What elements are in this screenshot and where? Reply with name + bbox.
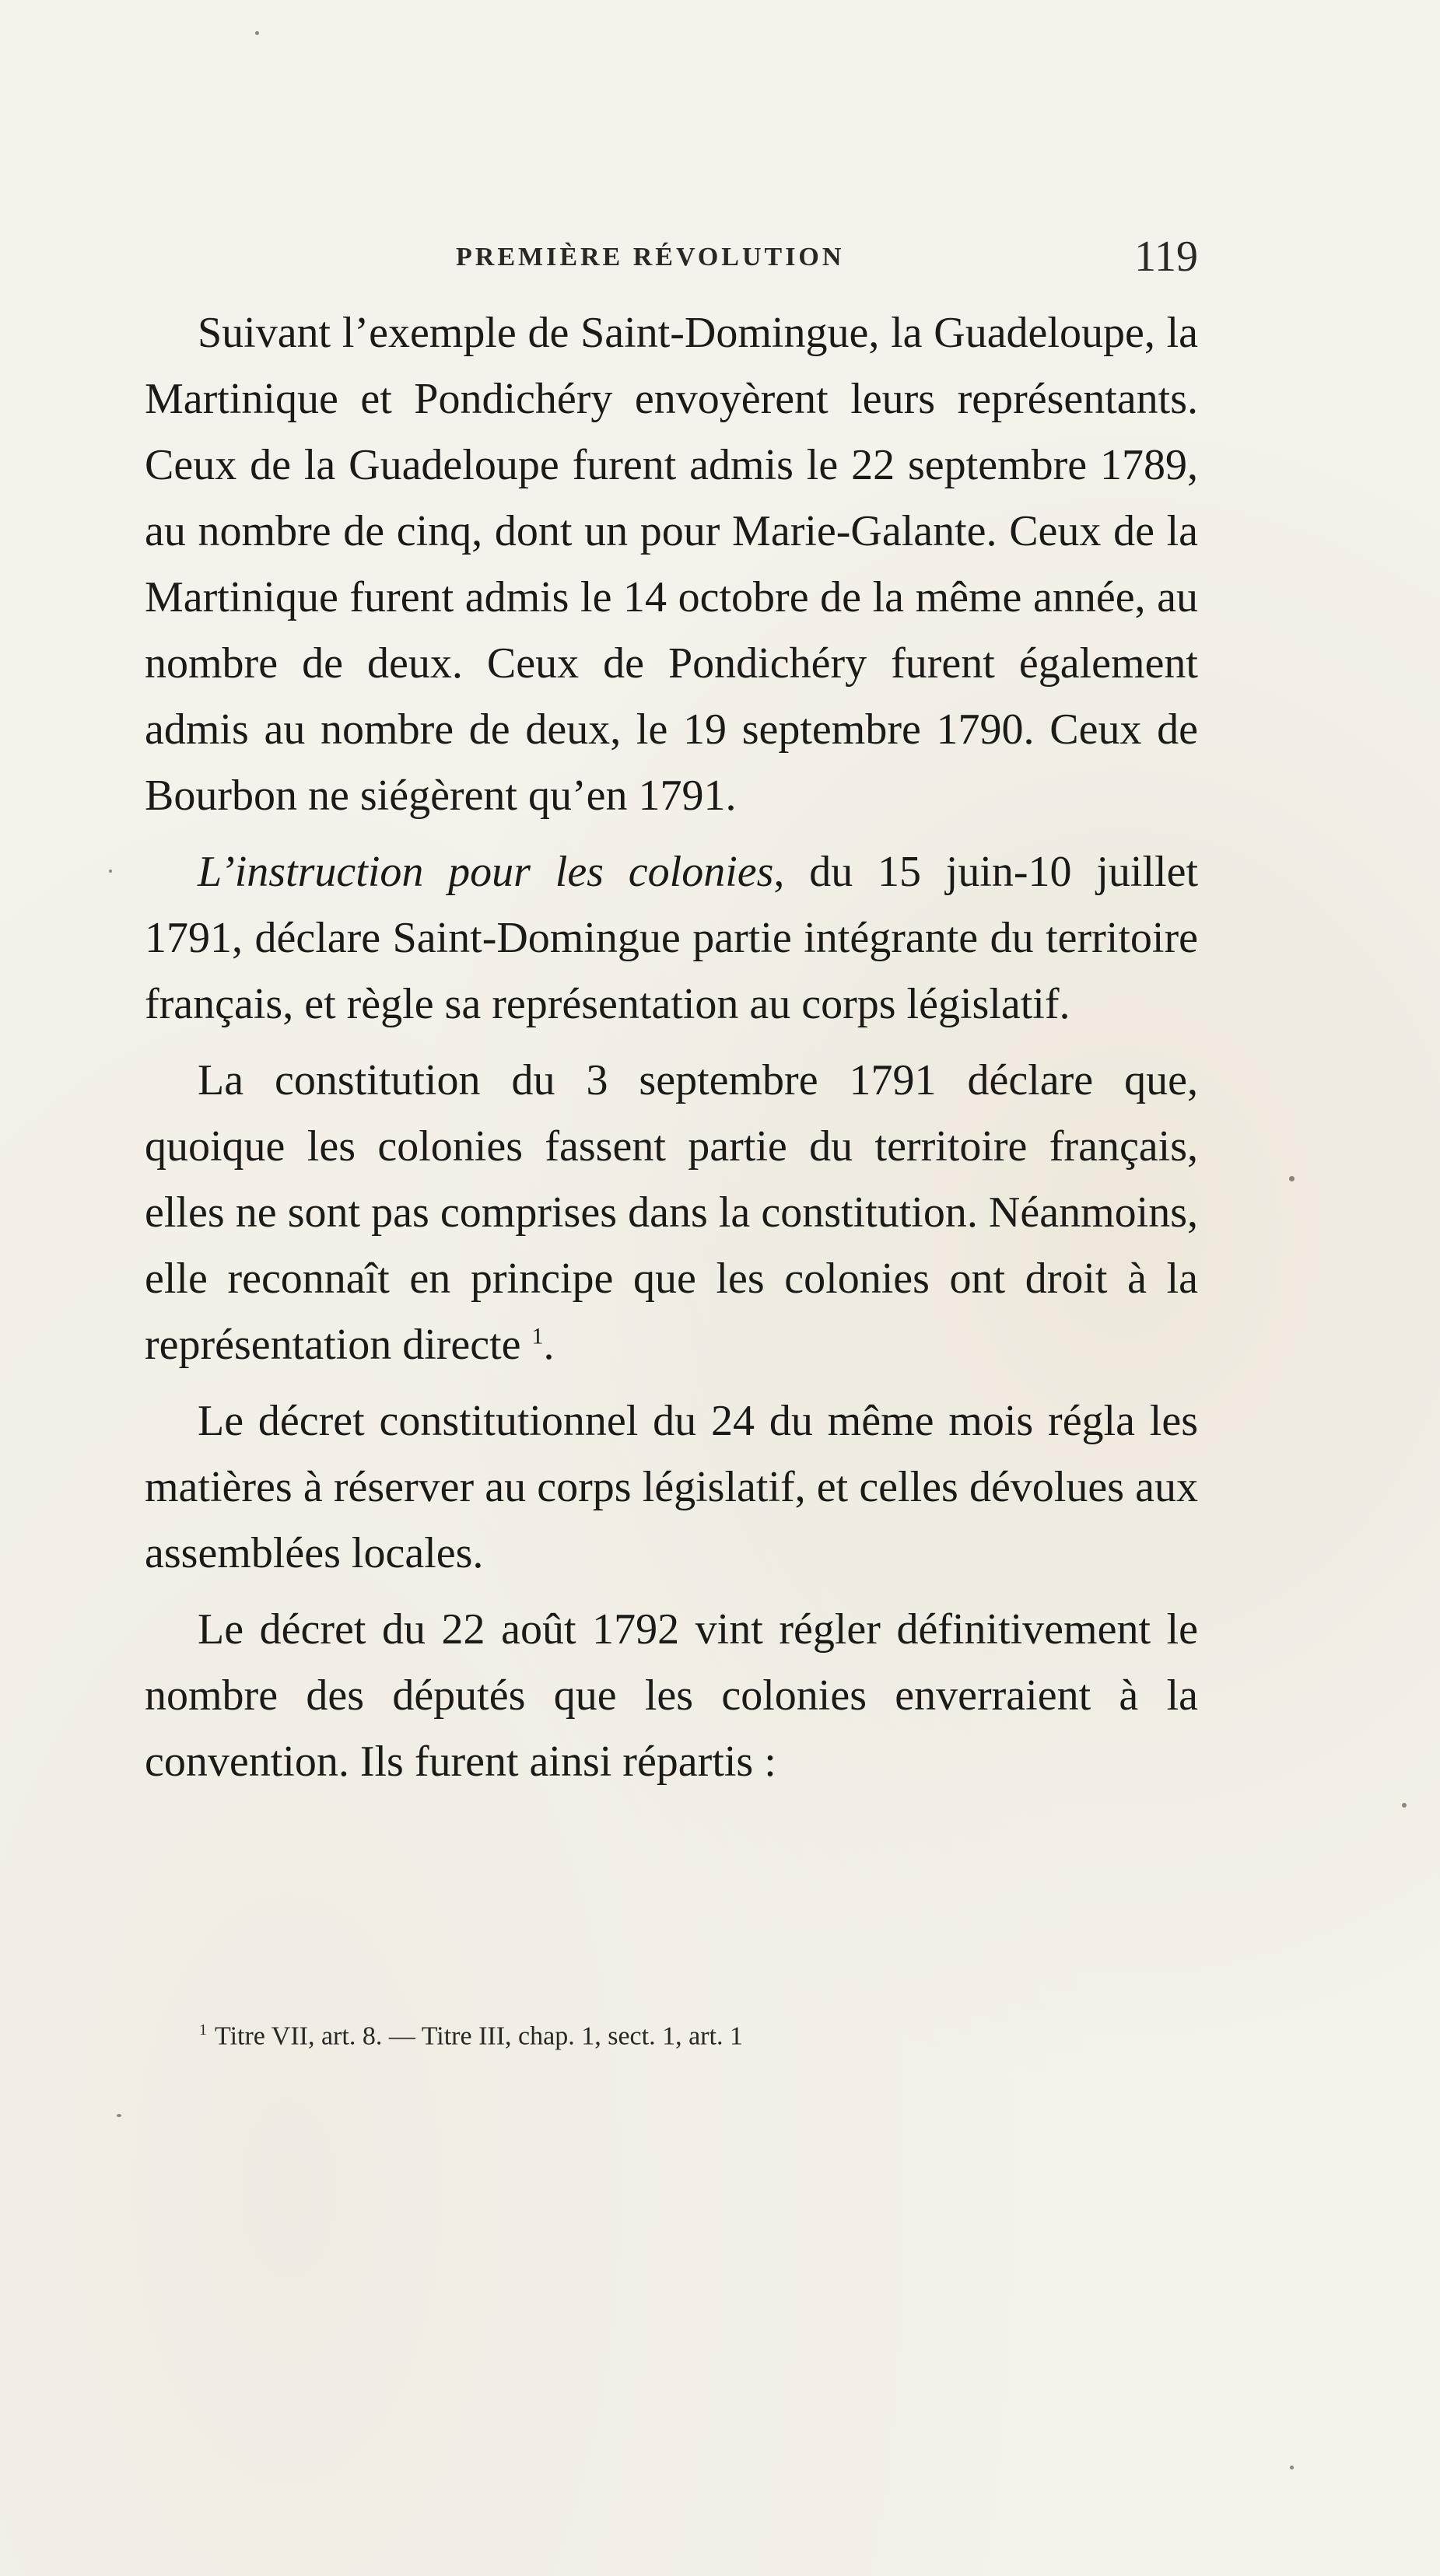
paragraph-2 xyxy=(145,839,1198,1038)
footnote-marker: 1 xyxy=(199,2021,207,2039)
paragraph-5: Le décret du 22 août 1792 vint régler définitivement le nombre des députés que les colonies enverraient à la convention. Ils furent ainsi répartis : xyxy=(145,1605,1198,1786)
paragraph-3-text: La constitution du 3 septembre 1791 déclare que, quoique les colonies fassent partie du territoire français, elles ne sont pas comprises dans la constitution. Néanmoins, elle reconnaît en principe que les colonies ont droit à la représentation directe xyxy=(145,1056,1198,1369)
paragraph-3 xyxy=(145,1048,1198,1378)
page-header xyxy=(145,232,1198,286)
paragraph-1: Suivant l’exemple de Saint-Domingue, la Guadeloupe, la Martinique et Pondichéry envoyèrent leurs représentants. Ceux de la Guadeloupe furent admis le 22 septembre 1789, au nombre de cinq, dont un pour Marie-Galante. Ceux de la Martinique furent admis le 14 octobre de la même année, au nombre de deux. Ceux de Pondichéry furent également admis au nombre de deux, le 19 septembre 1790. Ceux de Bourbon ne siégèrent qu’en 1791. xyxy=(145,309,1198,820)
paragraph-4: Le décret constitutionnel du 24 du même mois régla les matières à réserver au corps législatif, et celles dévolues aux assemblées locales. xyxy=(145,1397,1198,1577)
paragraph-2-rest: , du 15 juin-10 juillet 1791, déclare Saint-Domingue partie intégrante du territoire français, et règle sa représentation au corps législatif. xyxy=(145,848,1198,1028)
paragraph-2-italic: L’instruction pour les colonies xyxy=(198,848,774,896)
footnote-reference[interactable]: 1 xyxy=(531,1323,544,1349)
running-title: PREMIÈRE RÉVOLUTION xyxy=(456,243,845,271)
footnote xyxy=(199,2013,1211,2053)
paragraph-3-end: . xyxy=(543,1321,555,1369)
page-number: 119 xyxy=(1134,233,1198,281)
body-text xyxy=(145,300,1198,1805)
footnote-text: Titre VII, art. 8. — Titre III, chap. 1, sect. 1, art. 1 xyxy=(215,2021,743,2051)
